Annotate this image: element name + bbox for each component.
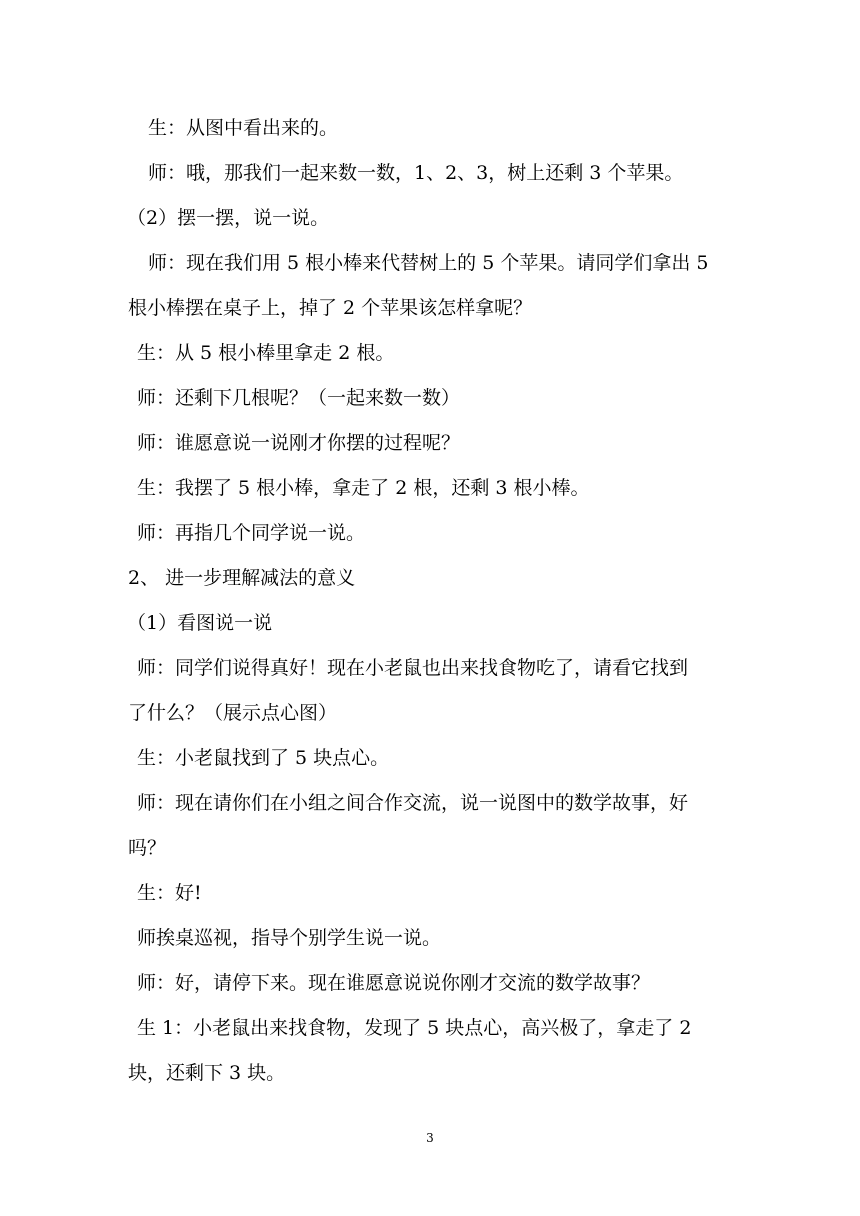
text-line: 师：同学们说得真好！现在小老鼠也出来找食物吃了，请看它找到: [137, 657, 689, 679]
text-line: 块，还剩下 3 块。: [128, 1062, 286, 1084]
text-line: 师挨桌巡视，指导个别学生说一说。: [137, 927, 442, 949]
text-line: 师：现在请你们在小组之间合作交流，说一说图中的数学故事，好: [137, 792, 689, 814]
text-line: （2）摆一摆，说一说。: [127, 207, 330, 229]
text-line: 生：从 5 根小棒里拿走 2 根。: [137, 342, 395, 364]
text-line: 师：现在我们用 5 根小棒来代替树上的 5 个苹果。请同学们拿出 5: [148, 252, 709, 274]
text-line: 生：小老鼠找到了 5 块点心。: [137, 747, 390, 769]
text-line: 师：好，请停下来。现在谁愿意说说你刚才交流的数学故事？: [137, 972, 651, 994]
text-line: 生：好!: [137, 882, 202, 904]
text-line: 吗？: [128, 837, 167, 859]
text-line: 生 1：小老鼠出来找食物，发现了 5 块点心，高兴极了，拿走了 2: [137, 1017, 692, 1039]
section-heading: 2、 进一步理解减法的意义: [128, 567, 356, 589]
text-line: 师：哦，那我们一起来数一数，1、2、3，树上还剩 3 个苹果。: [148, 162, 684, 184]
text-line: 了什么？（展示点心图）: [128, 702, 338, 724]
text-line: 师：再指几个同学说一说。: [137, 522, 366, 544]
text-line: 生：从图中看出来的。: [148, 117, 339, 139]
text-line: 根小棒摆在桌子上，掉了 2 个苹果该怎样拿呢？: [128, 297, 533, 319]
text-line: 生：我摆了 5 根小棒，拿走了 2 根，还剩 3 根小棒。: [137, 477, 590, 499]
text-line: （1）看图说一说: [127, 612, 273, 634]
page-number: 3: [426, 1131, 434, 1145]
text-line: 师：谁愿意说一说刚才你摆的过程呢？: [137, 432, 461, 454]
text-line: 师：还剩下几根呢？（一起来数一数）: [137, 387, 461, 409]
